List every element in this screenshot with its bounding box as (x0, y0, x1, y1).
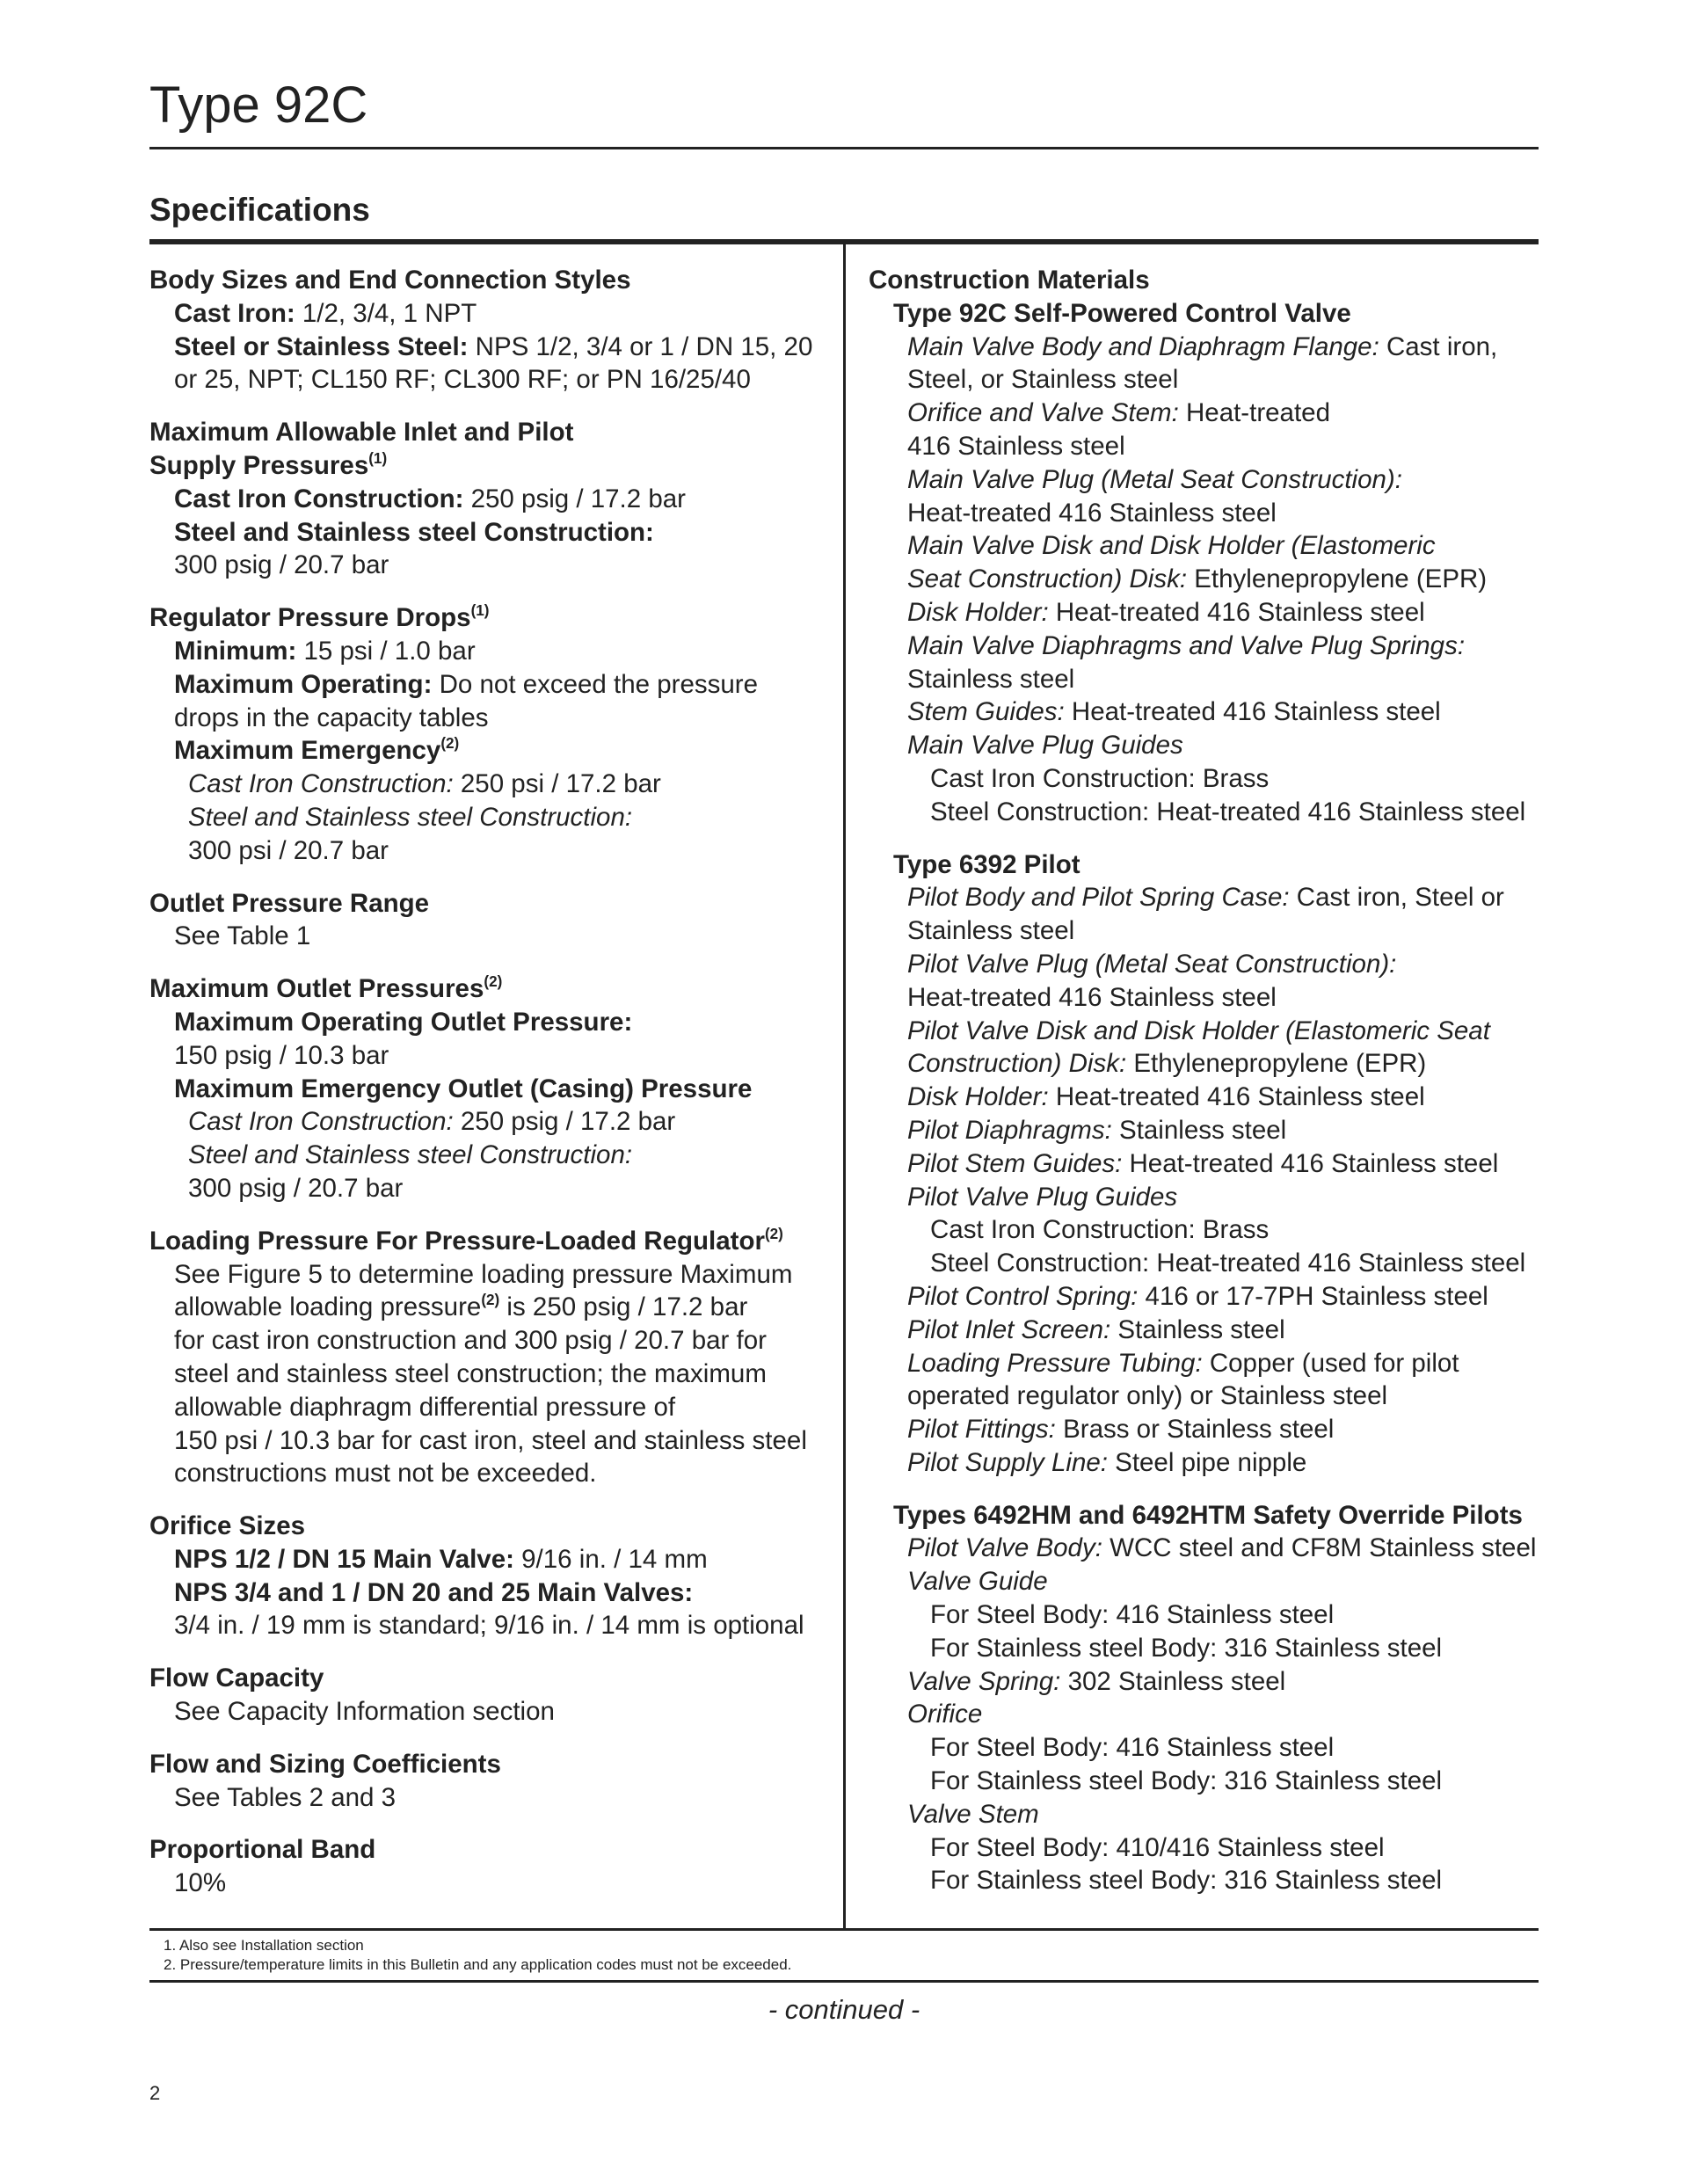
pilot-plug-value: Heat-treated 416 Stainless steel (907, 982, 1277, 1012)
pilot-materials-section (869, 848, 1546, 1480)
construction-materials-heading: Construction Materials (869, 266, 1150, 295)
footnote-1: 1. Also see Installation section (164, 1937, 364, 1954)
max-inlet-steel-label: Steel and Stainless steel Construction: (174, 517, 654, 547)
emergency-cast-label: Cast Iron Construction: (188, 769, 454, 799)
cast-iron-value: 1/2, 3/4, 1 NPT (295, 298, 477, 328)
max-operating-value: Do not exceed the pressure (432, 669, 759, 699)
right-column (869, 264, 1546, 1917)
pilot-plug-guides-label: Pilot Valve Plug Guides (907, 1182, 1178, 1212)
pilot-disk (869, 1047, 1546, 1081)
loading-tubing-cont: operated regulator only) or Stainless steel (907, 1381, 1388, 1411)
pilot-diaphragms (869, 1114, 1546, 1147)
max-emergency-text: Maximum Emergency (174, 736, 441, 766)
max-inlet-cast (149, 483, 826, 516)
left-column (149, 264, 826, 1919)
pilot-disk-value: Ethylenepropylene (EPR) (1126, 1049, 1427, 1079)
orifice-sizes-heading: Orifice Sizes (149, 1511, 306, 1541)
footnote-ref: (1) (470, 602, 490, 620)
pilot-stem-guides (869, 1147, 1546, 1181)
pilot-control-spring-label: Pilot Control Spring: (907, 1281, 1139, 1311)
pilot-diaphragms-label: Pilot Diaphragms: (907, 1115, 1112, 1145)
valve-disk-value: Ethylenepropylene (EPR) (1187, 564, 1488, 594)
footnotes (164, 1936, 791, 1975)
override-pilots-heading: Types 6492HM and 6492HTM Safety Override Pilots (893, 1500, 1523, 1530)
loading-tubing-label: Loading Pressure Tubing: (907, 1348, 1203, 1378)
valve-spring-value: 302 Stainless steel (1060, 1666, 1286, 1696)
orifice-b-value: 3/4 in. / 19 mm is standard; 9/16 in. / 14 mm is optional (174, 1611, 804, 1641)
outlet-cast-label: Cast Iron Construction: (188, 1107, 454, 1137)
valve-body-cont: Steel, or Stainless steel (907, 365, 1179, 395)
footnote-2: 2. Pressure/temperature limits in this Bulletin and any application codes must not be exceeded. (164, 1956, 792, 1973)
valve-disk-label: Main Valve Disk and Disk Holder (Elastomeric (907, 531, 1436, 561)
minimum-label: Minimum: (174, 636, 297, 666)
continued-label: - continued - (768, 1994, 920, 2025)
valve-body (869, 331, 1546, 364)
pilot-fittings-label: Pilot Fittings: (907, 1415, 1056, 1445)
outlet-cast (149, 1105, 826, 1139)
body-sizes-section (149, 264, 826, 397)
override-orifice-label: Orifice (907, 1700, 983, 1729)
pilot-disk-label-cont: Construction) Disk: (907, 1049, 1127, 1079)
outlet-steel-label: Steel and Stainless steel Construction: (188, 1140, 633, 1170)
section-heading: Specifications (149, 192, 370, 228)
override-body-value: WCC steel and CF8M Stainless steel (1102, 1533, 1537, 1563)
pilot-materials-heading: Type 6392 Pilot (893, 849, 1080, 879)
loading-text-3: for cast iron construction and 300 psig / 20.7 bar for (174, 1326, 767, 1356)
emergency-steel-label: Steel and Stainless steel Construction: (188, 802, 633, 832)
valve-springs-value: Stainless steel (907, 664, 1075, 694)
valve-spring (869, 1665, 1546, 1699)
pilot-plug-label: Pilot Valve Plug (Metal Seat Construction): (907, 949, 1397, 979)
valve-guide-label: Valve Guide (907, 1567, 1048, 1597)
valve-orifice (869, 397, 1546, 430)
pilot-body-label: Pilot Body and Pilot Spring Case: (907, 883, 1290, 913)
pilot-fittings-value: Brass or Stainless steel (1055, 1415, 1335, 1445)
valve-springs-label: Main Valve Diaphragms and Valve Plug Springs: (907, 630, 1466, 660)
valve-stem-guides (869, 695, 1546, 729)
pilot-control-spring-value: 416 or 17-7PH Stainless steel (1138, 1281, 1488, 1311)
orifice-a-value: 9/16 in. / 14 mm (513, 1544, 708, 1574)
valve-orifice-label: Orifice and Valve Stem: (907, 398, 1179, 428)
valve-stem-steel: For Steel Body: 410/416 Stainless steel (930, 1832, 1385, 1862)
cast-construction-label: Cast Iron Construction: (174, 484, 464, 513)
max-inlet-heading-cont (149, 449, 826, 483)
column-divider (843, 244, 846, 1928)
loading-text-1: See Figure 5 to determine loading pressure Maximum (174, 1259, 793, 1289)
flow-coefficients-heading: Flow and Sizing Coefficients (149, 1749, 501, 1779)
valve-plug-guides-cast: Cast Iron Construction: Brass (930, 763, 1270, 793)
pilot-body (869, 881, 1546, 914)
emergency-cast (149, 768, 826, 801)
pilot-fittings (869, 1413, 1546, 1446)
orifice-a-label: NPS 1/2 / DN 15 Main Valve: (174, 1544, 514, 1574)
loading-pressure-heading-text: Loading Pressure For Pressure-Loaded Regulator (149, 1226, 765, 1256)
proportional-band-heading: Proportional Band (149, 1835, 376, 1865)
max-operating-drop (149, 668, 826, 702)
max-operating-value-cont: drops in the capacity tables (174, 703, 489, 732)
valve-guide-steel: For Steel Body: 416 Stainless steel (930, 1600, 1335, 1630)
loading-text-6: 150 psi / 10.3 bar for cast iron, steel and stainless steel (174, 1425, 807, 1455)
pilot-supply-line-label: Pilot Supply Line: (907, 1447, 1108, 1477)
loading-pressure-section (149, 1225, 826, 1490)
loading-pressure-heading (149, 1225, 826, 1258)
proportional-band-section (149, 1833, 826, 1900)
valve-plug-guides-label: Main Valve Plug Guides (907, 731, 1183, 761)
pilot-control-spring (869, 1280, 1546, 1314)
outlet-range-text: See Table 1 (174, 921, 311, 951)
steel-sizes-cont: or 25, NPT; CL150 RF; CL300 RF; or PN 16/25/40 (174, 365, 751, 395)
footnote-ref: (2) (481, 1292, 500, 1309)
pilot-inlet-screen-value: Stainless steel (1110, 1314, 1285, 1344)
outlet-range-section (149, 887, 826, 954)
loading-tubing (869, 1347, 1546, 1380)
loading-text-5: allowable diaphragm differential pressure of (174, 1392, 676, 1422)
footnote-ref: (2) (764, 1225, 783, 1242)
loading-text-2b: is 250 psig / 17.2 bar (499, 1292, 748, 1322)
footnote-ref: (2) (440, 735, 460, 753)
emergency-cast-value: 250 psi / 17.2 bar (453, 769, 661, 799)
valve-disk-holder-label: Disk Holder: (907, 597, 1049, 627)
footnote-ref: (1) (368, 450, 388, 468)
max-inlet-section (149, 416, 826, 582)
pilot-inlet-screen-label: Pilot Inlet Screen: (907, 1314, 1111, 1344)
max-inlet-heading-text: Supply Pressures (149, 450, 369, 480)
max-inlet-steel-value: 300 psig / 20.7 bar (174, 550, 389, 580)
title-rule (149, 147, 1539, 149)
footnote-ref: (2) (484, 973, 503, 991)
valve-plug-value: Heat-treated 416 Stainless steel (907, 498, 1277, 528)
loading-tubing-value: Copper (used for pilot (1202, 1348, 1459, 1378)
loading-text-2a: allowable loading pressure (174, 1292, 482, 1322)
override-body (869, 1532, 1546, 1565)
steel-value: NPS 1/2, 3/4 or 1 / DN 15, 20 (468, 331, 813, 361)
valve-body-value: Cast iron, (1379, 331, 1498, 361)
pilot-supply-line (869, 1446, 1546, 1480)
pilot-diaphragms-value: Stainless steel (1111, 1115, 1287, 1145)
loading-text-2 (149, 1291, 826, 1324)
outlet-cast-value: 250 psig / 17.2 bar (453, 1107, 676, 1137)
valve-materials-heading: Type 92C Self-Powered Control Valve (893, 298, 1351, 328)
pilot-disk-holder-label: Disk Holder: (907, 1082, 1049, 1112)
flow-coefficients-section (149, 1748, 826, 1815)
override-orifice-stainless: For Stainless steel Body: 316 Stainless steel (930, 1766, 1443, 1796)
valve-disk (869, 563, 1546, 596)
cast-construction-value: 250 psig / 17.2 bar (463, 484, 686, 513)
pilot-body-cont: Stainless steel (907, 916, 1075, 946)
loading-text-7: constructions must not be exceeded. (174, 1459, 597, 1489)
orifice-a (149, 1543, 826, 1576)
valve-stem-stainless: For Stainless steel Body: 316 Stainless steel (930, 1866, 1443, 1896)
cast-iron-label: Cast Iron: (174, 298, 295, 328)
pilot-disk-label: Pilot Valve Disk and Disk Holder (Elastomeric Seat (907, 1016, 1490, 1045)
flow-capacity-heading: Flow Capacity (149, 1663, 324, 1693)
cast-iron-sizes (149, 297, 826, 331)
pilot-plug-guides-cast: Cast Iron Construction: Brass (930, 1215, 1270, 1245)
max-op-outlet-value: 150 psig / 10.3 bar (174, 1040, 389, 1070)
page-title: Type 92C (149, 76, 368, 134)
pilot-disk-holder-value: Heat-treated 416 Stainless steel (1048, 1082, 1425, 1112)
outlet-range-heading: Outlet Pressure Range (149, 888, 430, 918)
valve-guide-stainless: For Stainless steel Body: 316 Stainless steel (930, 1633, 1443, 1663)
pressure-drops-section (149, 601, 826, 867)
flow-capacity-section (149, 1662, 826, 1729)
orifice-sizes-section (149, 1510, 826, 1642)
valve-spring-label: Valve Spring: (907, 1666, 1061, 1696)
valve-plug-label: Main Valve Plug (Metal Seat Construction): (907, 464, 1402, 494)
max-emergency-outlet-label: Maximum Emergency Outlet (Casing) Pressure (174, 1074, 753, 1103)
minimum-drop (149, 635, 826, 668)
valve-materials-section (869, 297, 1546, 829)
override-body-label: Pilot Valve Body: (907, 1533, 1102, 1563)
pilot-inlet-screen (869, 1314, 1546, 1347)
max-op-outlet-label: Maximum Operating Outlet Pressure: (174, 1007, 633, 1037)
pilot-stem-guides-label: Pilot Stem Guides: (907, 1148, 1123, 1178)
valve-stem-guides-value: Heat-treated 416 Stainless steel (1064, 697, 1441, 727)
valve-disk-holder (869, 596, 1546, 630)
body-sizes-heading: Body Sizes and End Connection Styles (149, 266, 631, 295)
pilot-supply-line-value: Steel pipe nipple (1107, 1447, 1307, 1477)
steel-label: Steel or Stainless Steel: (174, 331, 469, 361)
pilot-plug-guides-steel: Steel Construction: Heat-treated 416 Stainless steel (930, 1249, 1526, 1278)
footnote-bottom-rule (149, 1980, 1539, 1983)
max-emergency-label (149, 734, 826, 768)
pressure-drops-heading (149, 601, 826, 635)
emergency-steel-value: 300 psi / 20.7 bar (188, 835, 389, 865)
valve-disk-label-cont: Seat Construction) Disk: (907, 564, 1188, 594)
max-operating-label: Maximum Operating: (174, 669, 433, 699)
max-outlet-heading (149, 972, 826, 1006)
override-pilots-section (869, 1499, 1546, 1898)
max-outlet-heading-text: Maximum Outlet Pressures (149, 974, 484, 1004)
valve-stem-label: Valve Stem (907, 1799, 1039, 1829)
outlet-steel-value: 300 psig / 20.7 bar (188, 1173, 404, 1203)
steel-sizes (149, 331, 826, 364)
max-inlet-heading: Maximum Allowable Inlet and Pilot (149, 418, 574, 448)
flow-coefficients-text: See Tables 2 and 3 (174, 1782, 397, 1812)
override-orifice-steel: For Steel Body: 416 Stainless steel (930, 1733, 1335, 1763)
valve-orifice-cont: 416 Stainless steel (907, 431, 1125, 461)
page-number: 2 (149, 2082, 161, 2104)
pilot-stem-guides-value: Heat-treated 416 Stainless steel (1122, 1148, 1499, 1178)
footnote-rule (149, 1928, 1539, 1931)
max-outlet-section (149, 972, 826, 1205)
valve-disk-holder-value: Heat-treated 416 Stainless steel (1048, 597, 1425, 627)
valve-orifice-value: Heat-treated (1178, 398, 1330, 428)
valve-stem-guides-label: Stem Guides: (907, 697, 1065, 727)
pressure-drops-heading-text: Regulator Pressure Drops (149, 603, 471, 633)
pilot-body-value: Cast iron, Steel or (1289, 883, 1504, 913)
orifice-b-label: NPS 3/4 and 1 / DN 20 and 25 Main Valves: (174, 1577, 694, 1607)
pilot-disk-holder (869, 1081, 1546, 1114)
loading-text-4: steel and stainless steel construction; the maximum (174, 1358, 767, 1388)
flow-capacity-text: See Capacity Information section (174, 1697, 555, 1727)
proportional-band-text: 10% (174, 1868, 227, 1898)
minimum-value: 15 psi / 1.0 bar (296, 636, 476, 666)
valve-plug-guides-steel: Steel Construction: Heat-treated 416 Stainless steel (930, 797, 1526, 826)
valve-body-label: Main Valve Body and Diaphragm Flange: (907, 331, 1379, 361)
